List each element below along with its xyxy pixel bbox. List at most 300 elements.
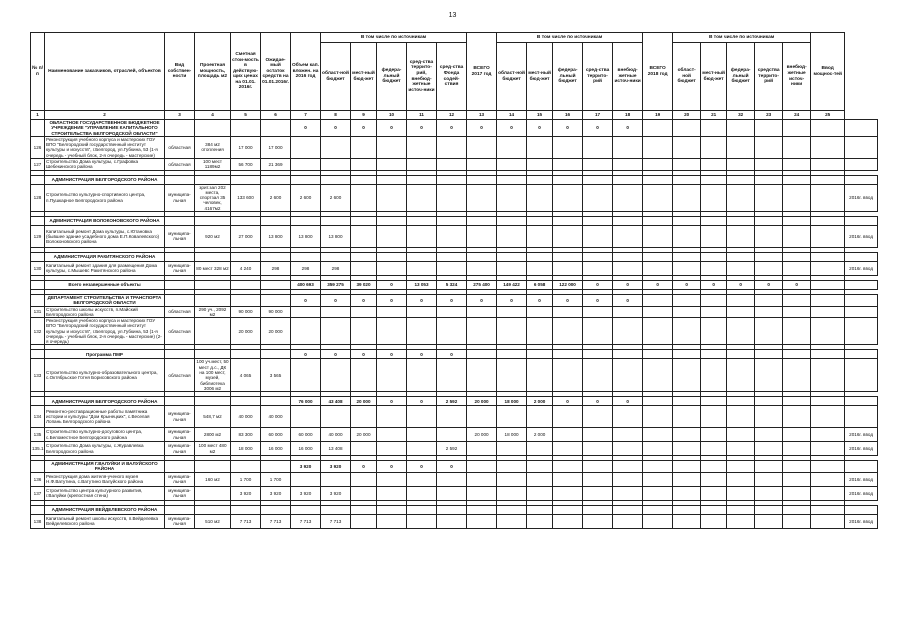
column-number: 4 bbox=[195, 111, 231, 120]
value-cell bbox=[701, 158, 727, 170]
value-cell bbox=[291, 158, 321, 170]
value-cell bbox=[497, 225, 527, 247]
value-cell bbox=[701, 428, 727, 442]
value-cell bbox=[407, 359, 437, 392]
value-cell bbox=[673, 486, 701, 500]
value-cell bbox=[583, 514, 613, 528]
ownership: муниципа-льная bbox=[165, 514, 195, 528]
value-cell: 0 bbox=[377, 294, 407, 306]
capacity bbox=[195, 350, 231, 359]
value-cell bbox=[437, 306, 467, 318]
value-cell bbox=[527, 486, 553, 500]
value-cell bbox=[811, 136, 845, 158]
remaining-funds bbox=[261, 175, 291, 184]
value-cell bbox=[727, 225, 755, 247]
estimate-cost bbox=[231, 280, 261, 289]
value-cell bbox=[613, 350, 643, 359]
column-number: 18 bbox=[613, 111, 643, 120]
value-cell bbox=[407, 184, 437, 211]
value-cell bbox=[643, 359, 673, 392]
table-row bbox=[31, 225, 878, 247]
value-cell bbox=[727, 442, 755, 456]
value-cell bbox=[673, 505, 701, 514]
value-cell bbox=[755, 505, 783, 514]
value-cell: 0 bbox=[673, 280, 701, 289]
value-cell bbox=[811, 252, 845, 261]
value-cell bbox=[643, 216, 673, 225]
value-cell bbox=[437, 318, 467, 345]
value-cell bbox=[811, 184, 845, 211]
column-number: 25 bbox=[811, 111, 845, 120]
value-cell bbox=[673, 428, 701, 442]
value-cell: 0 bbox=[755, 280, 783, 289]
value-cell: 0 bbox=[407, 397, 437, 406]
ownership: муниципа-льная bbox=[165, 472, 195, 486]
row-number: 127 bbox=[31, 158, 45, 170]
estimate-cost bbox=[231, 216, 261, 225]
remaining-funds: 2 600 bbox=[261, 184, 291, 211]
value-cell bbox=[643, 461, 673, 473]
ownership: муниципа-льная bbox=[165, 261, 195, 275]
page-number: 13 bbox=[448, 12, 457, 19]
value-cell bbox=[811, 216, 845, 225]
value-cell: 0 bbox=[437, 120, 467, 137]
estimate-cost: 133 600 bbox=[231, 184, 261, 211]
estimate-cost: 83 300 bbox=[231, 428, 261, 442]
value-cell bbox=[755, 252, 783, 261]
value-cell bbox=[467, 442, 497, 456]
value-cell bbox=[727, 397, 755, 406]
value-cell: 0 bbox=[291, 294, 321, 306]
value-cell: 18 000 bbox=[497, 397, 527, 406]
row-number: 129 bbox=[31, 225, 45, 247]
capacity bbox=[195, 294, 231, 306]
header-mest3: мест-ный бюд-жет bbox=[701, 43, 727, 111]
estimate-cost bbox=[231, 350, 261, 359]
object-name: Строительство школы искусств, п.Майский Белгородского района bbox=[45, 306, 165, 318]
value-cell bbox=[727, 306, 755, 318]
value-cell bbox=[727, 461, 755, 473]
object-name: Программа ПМР bbox=[45, 350, 165, 359]
value-cell bbox=[407, 306, 437, 318]
value-cell bbox=[701, 120, 727, 137]
value-cell bbox=[351, 184, 377, 211]
value-cell bbox=[811, 486, 845, 500]
value-cell bbox=[321, 252, 351, 261]
value-cell bbox=[727, 252, 755, 261]
value-cell: 122 000 bbox=[553, 280, 583, 289]
capacity bbox=[195, 216, 231, 225]
value-cell bbox=[643, 120, 673, 137]
value-cell bbox=[701, 461, 727, 473]
value-cell bbox=[377, 261, 407, 275]
value-cell bbox=[755, 294, 783, 306]
value-cell: 0 bbox=[291, 120, 321, 137]
header-estimate: Сметная стои-мость в действую-щих ценах на 01.01. 2016г. bbox=[231, 33, 261, 111]
value-cell bbox=[467, 350, 497, 359]
table-row bbox=[31, 406, 878, 428]
value-cell bbox=[783, 216, 811, 225]
value-cell bbox=[497, 136, 527, 158]
table-body bbox=[31, 120, 878, 529]
value-cell bbox=[755, 406, 783, 428]
value-cell bbox=[407, 505, 437, 514]
value-cell bbox=[553, 225, 583, 247]
value-cell bbox=[497, 216, 527, 225]
value-cell bbox=[811, 397, 845, 406]
object-name: Реконструкция дома жителя-ученого музея Н.Ф.Ватутина, с.Ватутино Валуйского района bbox=[45, 472, 165, 486]
value-cell bbox=[351, 158, 377, 170]
value-cell: 20 000 bbox=[467, 397, 497, 406]
value-cell bbox=[613, 486, 643, 500]
capacity-input bbox=[845, 350, 878, 359]
row-number: 133 bbox=[31, 359, 45, 392]
capacity-input: 2016г. ввод bbox=[845, 514, 878, 528]
column-number: 24 bbox=[783, 111, 811, 120]
table-row bbox=[31, 318, 878, 345]
value-cell bbox=[755, 306, 783, 318]
column-number: 9 bbox=[351, 111, 377, 120]
column-number: 17 bbox=[583, 111, 613, 120]
value-cell bbox=[613, 136, 643, 158]
value-cell bbox=[527, 216, 553, 225]
table-row bbox=[31, 136, 878, 158]
value-cell bbox=[321, 359, 351, 392]
row-number: 132 bbox=[31, 318, 45, 345]
column-number: 7 bbox=[291, 111, 321, 120]
value-cell bbox=[527, 472, 553, 486]
value-cell bbox=[701, 216, 727, 225]
value-cell: 40 000 bbox=[321, 428, 351, 442]
value-cell bbox=[643, 428, 673, 442]
value-cell bbox=[701, 175, 727, 184]
value-cell: 0 bbox=[467, 120, 497, 137]
column-number: 32 bbox=[727, 111, 755, 120]
capacity: 100 уч.мест, 50 мест д.с., ДК на 100 мест, музей, библиотека 3006 м2 bbox=[196, 359, 229, 391]
remaining-funds: 20 000 bbox=[261, 318, 291, 345]
object-name: Строительство центра культурного развития, г.Валуйки (крепостная стена) bbox=[45, 486, 165, 500]
table-row bbox=[31, 472, 878, 486]
value-cell bbox=[783, 397, 811, 406]
estimate-cost: 1 700 bbox=[231, 472, 261, 486]
capacity bbox=[195, 505, 231, 514]
value-cell bbox=[727, 406, 755, 428]
value-cell: 0 bbox=[553, 397, 583, 406]
value-cell bbox=[553, 184, 583, 211]
value-cell bbox=[783, 261, 811, 275]
value-cell bbox=[377, 306, 407, 318]
value-cell bbox=[553, 428, 583, 442]
column-number: 20 bbox=[673, 111, 701, 120]
value-cell: 0 bbox=[407, 294, 437, 306]
value-cell bbox=[727, 261, 755, 275]
value-cell bbox=[755, 318, 783, 345]
column-number: 19 bbox=[643, 111, 673, 120]
value-cell bbox=[291, 505, 321, 514]
value-cell bbox=[583, 472, 613, 486]
table-row bbox=[31, 261, 878, 275]
value-cell: 13 800 bbox=[291, 225, 321, 247]
estimate-cost: 20 000 bbox=[231, 318, 261, 345]
total-row bbox=[31, 280, 878, 289]
value-cell bbox=[783, 514, 811, 528]
header-vol2016: Объем кап. вложен. на 2016 год bbox=[291, 33, 321, 111]
value-cell bbox=[701, 225, 727, 247]
department-row bbox=[31, 397, 878, 406]
ownership bbox=[165, 505, 195, 514]
value-cell bbox=[755, 216, 783, 225]
value-cell bbox=[527, 306, 553, 318]
value-cell: 0 bbox=[527, 120, 553, 137]
estimate-cost bbox=[231, 505, 261, 514]
ownership: муниципа-льная bbox=[165, 428, 195, 442]
ownership: муниципа-льная bbox=[165, 406, 195, 428]
value-cell bbox=[673, 461, 701, 473]
value-cell: 13 408 bbox=[321, 442, 351, 456]
value-cell bbox=[643, 158, 673, 170]
value-cell bbox=[673, 359, 701, 392]
ownership bbox=[165, 175, 195, 184]
value-cell bbox=[643, 225, 673, 247]
value-cell: 0 bbox=[497, 120, 527, 137]
value-cell: 359 275 bbox=[321, 280, 351, 289]
value-cell bbox=[701, 318, 727, 345]
value-cell bbox=[811, 280, 845, 289]
value-cell bbox=[377, 136, 407, 158]
ownership bbox=[165, 252, 195, 261]
value-cell bbox=[497, 318, 527, 345]
object-name: АДМИНИСТРАЦИЯ БЕЛГОРОДСКОГО РАЙОНА bbox=[45, 175, 165, 184]
value-cell bbox=[811, 442, 845, 456]
header-own: Вид собствен-ности bbox=[165, 33, 195, 111]
capacity-input: 2016г. ввод bbox=[845, 486, 878, 500]
object-name: Строительство культурно-досугового центра, с.Беломестное Белгородского района bbox=[45, 428, 165, 442]
value-cell bbox=[811, 472, 845, 486]
value-cell bbox=[467, 158, 497, 170]
object-name: Всего незавершенные объекты bbox=[45, 280, 165, 289]
column-number: 11 bbox=[407, 111, 437, 120]
row-number: 135.1 bbox=[31, 442, 45, 456]
value-cell bbox=[527, 158, 553, 170]
value-cell bbox=[321, 505, 351, 514]
header-total2018: ВСЕГО 2018 год bbox=[643, 33, 673, 111]
value-cell: 0 bbox=[727, 280, 755, 289]
value-cell bbox=[783, 486, 811, 500]
value-cell bbox=[783, 350, 811, 359]
value-cell: 0 bbox=[701, 280, 727, 289]
value-cell bbox=[783, 472, 811, 486]
value-cell: 60 000 bbox=[291, 428, 321, 442]
value-cell bbox=[643, 397, 673, 406]
capacity: 100 мест 480 м2 bbox=[195, 442, 231, 456]
capacity bbox=[195, 175, 231, 184]
header-name: Наименование заказчиков, отраслей, объектов bbox=[45, 33, 165, 111]
value-cell bbox=[643, 486, 673, 500]
value-cell bbox=[755, 461, 783, 473]
ownership: муниципа-льная bbox=[165, 486, 195, 500]
value-cell: 0 bbox=[377, 350, 407, 359]
ownership: областная bbox=[165, 306, 195, 318]
value-cell bbox=[783, 442, 811, 456]
value-cell bbox=[437, 261, 467, 275]
value-cell: 2 600 bbox=[321, 184, 351, 211]
value-cell bbox=[643, 472, 673, 486]
value-cell: 3 920 bbox=[291, 461, 321, 473]
capacity-input: 2016г. ввод bbox=[845, 261, 878, 275]
value-cell bbox=[613, 406, 643, 428]
object-name: АДМИНИСТРАЦИЯ ВЕЙДЕЛЕВСКОГО РАЙОНА bbox=[45, 505, 165, 514]
value-cell bbox=[527, 514, 553, 528]
value-cell bbox=[727, 294, 755, 306]
value-cell bbox=[811, 294, 845, 306]
value-cell bbox=[613, 318, 643, 345]
value-cell: 3 920 bbox=[291, 486, 321, 500]
value-cell bbox=[727, 350, 755, 359]
value-cell bbox=[497, 486, 527, 500]
value-cell bbox=[437, 428, 467, 442]
estimate-cost: 27 000 bbox=[231, 225, 261, 247]
value-cell bbox=[437, 184, 467, 211]
value-cell bbox=[437, 175, 467, 184]
value-cell bbox=[467, 252, 497, 261]
header-vne3: внебюд-жетные источ-ники bbox=[783, 43, 811, 111]
value-cell bbox=[351, 216, 377, 225]
value-cell bbox=[727, 359, 755, 392]
value-cell: 13 053 bbox=[407, 280, 437, 289]
value-cell bbox=[467, 216, 497, 225]
value-cell bbox=[527, 261, 553, 275]
value-cell bbox=[613, 252, 643, 261]
value-cell bbox=[553, 175, 583, 184]
object-name: Капитальный ремонт Дома культуры, с.Ютановка (бывшее здание усадебного дома Е.П.Ковалевского) Волоконовского района bbox=[45, 225, 165, 247]
value-cell bbox=[437, 406, 467, 428]
value-cell bbox=[673, 306, 701, 318]
value-cell bbox=[755, 514, 783, 528]
header-obl: област-ной бюджет bbox=[321, 43, 351, 111]
value-cell bbox=[377, 472, 407, 486]
ownership bbox=[165, 294, 195, 306]
value-cell bbox=[701, 261, 727, 275]
value-cell bbox=[583, 216, 613, 225]
value-cell bbox=[497, 261, 527, 275]
value-cell: 0 bbox=[643, 280, 673, 289]
value-cell bbox=[583, 359, 613, 392]
value-cell bbox=[553, 406, 583, 428]
row-number bbox=[31, 280, 45, 289]
value-cell bbox=[527, 350, 553, 359]
value-cell bbox=[377, 406, 407, 428]
value-cell bbox=[321, 472, 351, 486]
value-cell bbox=[497, 175, 527, 184]
value-cell bbox=[351, 252, 377, 261]
department-row bbox=[31, 216, 878, 225]
column-number: 2 bbox=[45, 111, 165, 120]
value-cell bbox=[291, 406, 321, 428]
capacity-input bbox=[845, 359, 878, 392]
capacity: 920 м2 bbox=[195, 225, 231, 247]
department-row bbox=[31, 505, 878, 514]
ownership: муниципа-льная bbox=[165, 184, 195, 211]
header-mest2: мест-ный бюд-жет bbox=[527, 43, 553, 111]
value-cell: 0 bbox=[613, 397, 643, 406]
table-row bbox=[31, 158, 878, 170]
value-cell bbox=[811, 158, 845, 170]
value-cell bbox=[783, 318, 811, 345]
value-cell bbox=[497, 252, 527, 261]
object-name: АДМИНИСТРАЦИЯ Г.ВАЛУЙКИ И ВАЛУЙСКОГО РАЙОНА bbox=[45, 461, 165, 473]
value-cell bbox=[407, 252, 437, 261]
value-cell: 0 bbox=[583, 397, 613, 406]
value-cell bbox=[527, 406, 553, 428]
value-cell bbox=[467, 406, 497, 428]
value-cell: 400 693 bbox=[291, 280, 321, 289]
value-cell bbox=[467, 472, 497, 486]
value-cell bbox=[527, 136, 553, 158]
value-cell bbox=[701, 472, 727, 486]
value-cell bbox=[701, 442, 727, 456]
value-cell bbox=[783, 461, 811, 473]
value-cell bbox=[613, 472, 643, 486]
object-name: ОБЛАСТНОЕ ГОСУДАРСТВЕННОЕ БЮДЖЕТНОЕ УЧРЕЖДЕНИЕ "УПРАВЛЕНИЕ КАПИТАЛЬНОГО СТРОИТЕЛЬСТВА БЕЛГОРОДСКОЙ ОБЛАСТИ" bbox=[45, 120, 165, 137]
value-cell bbox=[701, 514, 727, 528]
header-fed: федера-льный бюджет bbox=[377, 43, 407, 111]
value-cell bbox=[407, 175, 437, 184]
object-name: АДМИНИСТРАЦИЯ БЕЛГОРОДСКОГО РАЙОНА bbox=[45, 397, 165, 406]
value-cell bbox=[783, 136, 811, 158]
value-cell bbox=[467, 306, 497, 318]
value-cell: 0 bbox=[437, 461, 467, 473]
value-cell: 0 bbox=[407, 350, 437, 359]
value-cell bbox=[673, 442, 701, 456]
value-cell bbox=[291, 216, 321, 225]
column-number: 16 bbox=[553, 111, 583, 120]
remaining-funds: 1 700 bbox=[261, 472, 291, 486]
object-name: Строительство культурно-спортивного центра, п.Пушкарное Белгородского района bbox=[45, 184, 165, 211]
value-cell bbox=[467, 136, 497, 158]
row-number: 130 bbox=[31, 261, 45, 275]
object-name: Реконструкция учебного корпуса и мастерских ГОУ ВПО "Белгородский государственный институт культуры и искусств", г.Белгород, ул.Губкина, 53 (1-я очередь - учебный блок, 2-я очередь - мастерские) (2-я очередь) bbox=[45, 318, 165, 345]
capacity-input bbox=[845, 175, 878, 184]
table-row bbox=[31, 184, 878, 211]
value-cell: 0 bbox=[351, 294, 377, 306]
value-cell: 0 bbox=[583, 120, 613, 137]
ownership bbox=[165, 120, 195, 137]
value-cell bbox=[613, 359, 643, 392]
value-cell bbox=[553, 216, 583, 225]
value-cell bbox=[613, 261, 643, 275]
value-cell bbox=[497, 514, 527, 528]
estimate-cost bbox=[231, 461, 261, 473]
value-cell bbox=[553, 318, 583, 345]
value-cell bbox=[613, 225, 643, 247]
value-cell bbox=[527, 184, 553, 211]
capacity-input bbox=[845, 505, 878, 514]
value-cell: 7 713 bbox=[321, 514, 351, 528]
value-cell bbox=[811, 261, 845, 275]
value-cell: 18 000 bbox=[497, 428, 527, 442]
header-obl3: област-ной бюджет bbox=[673, 43, 701, 111]
value-cell: 43 408 bbox=[321, 397, 351, 406]
value-cell bbox=[553, 261, 583, 275]
header-terr: сред-ства террито-рий, внебюд-жетные источ-ники bbox=[407, 43, 437, 111]
column-number: 15 bbox=[527, 111, 553, 120]
column-number: 12 bbox=[437, 111, 467, 120]
value-cell: 275 400 bbox=[467, 280, 497, 289]
value-cell bbox=[783, 252, 811, 261]
value-cell bbox=[407, 472, 437, 486]
value-cell bbox=[407, 406, 437, 428]
value-cell bbox=[783, 406, 811, 428]
